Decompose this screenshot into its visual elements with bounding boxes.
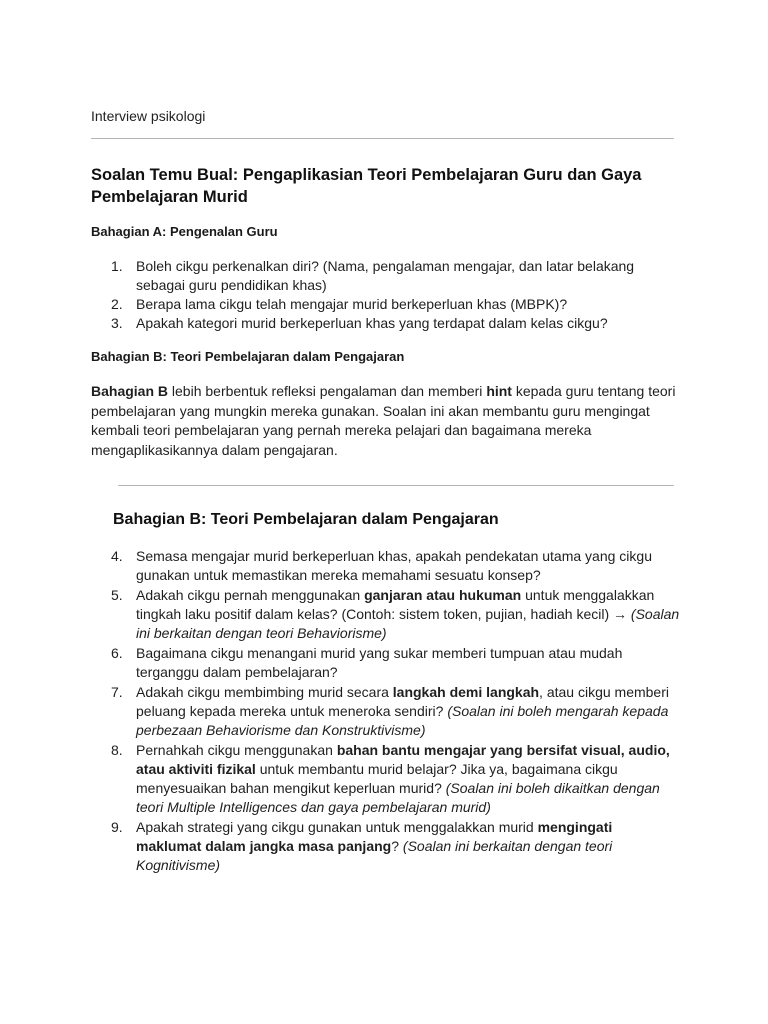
item-text: Boleh cikgu perkenalkan diri? (Nama, pengalaman mengajar, dan latar belakang sebagai guru pendidikan khas)	[136, 258, 635, 293]
item-number: 5.	[111, 587, 123, 603]
section-a-list	[91, 257, 651, 333]
section-b-intro-paragraph	[91, 382, 681, 460]
item-number: 8.	[111, 742, 123, 758]
document-header: Interview psikologi	[91, 108, 206, 124]
bold-text: hint	[486, 383, 512, 399]
list-item	[91, 295, 651, 314]
item-text: Adakah cikgu membimbing murid secara	[136, 684, 393, 700]
item-number: 7.	[111, 684, 123, 700]
italic-note: (Soalan ini boleh dikaitkan dengan teori Multiple Intelligences dan gaya pembelajaran murid)	[136, 780, 660, 815]
list-item	[91, 818, 681, 875]
list-item	[91, 314, 651, 333]
item-number: 4.	[111, 548, 123, 564]
list-item	[91, 257, 651, 295]
list-item	[91, 586, 681, 643]
section-b-list	[91, 547, 681, 876]
section-b-heading: Bahagian B: Teori Pembelajaran dalam Pengajaran	[113, 511, 499, 528]
bold-text: mengingati maklumat dalam jangka masa panjang	[136, 819, 613, 854]
list-item	[91, 741, 681, 817]
item-number: 1.	[111, 258, 123, 274]
paragraph-text: lebih berbentuk refleksi pengalaman dan memberi	[168, 383, 487, 399]
item-text: Bagaimana cikgu menangani murid yang sukar memberi tumpuan atau mudah terganggu dalam pembelajaran?	[136, 645, 623, 680]
bold-text: langkah demi langkah	[392, 684, 540, 700]
item-text: Adakah cikgu pernah menggunakan	[136, 587, 365, 603]
item-number: 9.	[111, 819, 123, 835]
item-text: ?	[391, 838, 403, 854]
section-b-intro-heading: Bahagian B: Teori Pembelajaran dalam Pengajaran	[91, 349, 405, 364]
item-text: Apakah strategi yang cikgu gunakan untuk menggalakkan murid	[136, 819, 538, 835]
item-text: untuk menggalakkan tingkah laku positif dalam kelas? (Contoh: sistem token, pujian, hadiah kecil) →	[136, 587, 655, 622]
item-text: Pernahkah cikgu menggunakan	[136, 742, 337, 758]
item-text: Berapa lama cikgu telah mengajar murid berkeperluan khas (MBPK)?	[136, 296, 568, 312]
item-number: 2.	[111, 296, 123, 312]
bold-text: ganjaran atau hukuman	[364, 587, 522, 603]
list-item	[91, 547, 681, 585]
top-divider	[91, 138, 674, 139]
italic-note: (Soalan ini berkaitan dengan teori Kognitivisme)	[136, 838, 613, 873]
section-a-heading: Bahagian A: Pengenalan Guru	[91, 224, 278, 239]
item-number: 3.	[111, 315, 123, 331]
italic-note: (Soalan ini boleh mengarah kepada perbezaan Behaviorisme dan Konstruktivisme)	[136, 703, 669, 738]
bold-text: bahan bantu mengajar yang bersifat visual, audio, atau aktiviti fizikal	[136, 742, 670, 777]
paragraph-text: kepada guru tentang teori pembelajaran yang mungkin mereka gunakan. Soalan ini akan membantu guru mengingat kembali teori pembelajaran yang pernah mereka pelajari dan bagaimana mereka mengaplikasikannya dalam pengajaran.	[91, 383, 676, 458]
list-item	[91, 683, 681, 740]
item-number: 6.	[111, 645, 123, 661]
item-text: Semasa mengajar murid berkeperluan khas, apakah pendekatan utama yang cikgu gunakan untuk memastikan mereka memahami sesuatu konsep?	[136, 548, 652, 583]
document-title: Soalan Temu Bual: Pengaplikasian Teori Pembelajaran Guru dan Gaya Pembelajaran Murid	[91, 166, 642, 206]
item-text: Apakah kategori murid berkeperluan khas yang terdapat dalam kelas cikgu?	[136, 315, 608, 331]
list-item	[91, 644, 681, 682]
bold-text: Bahagian B	[91, 383, 169, 399]
section-divider	[118, 485, 674, 486]
italic-note: (Soalan ini berkaitan dengan teori Behaviorisme)	[136, 606, 680, 641]
item-text: , atau cikgu memberi peluang kepada mereka untuk meneroka sendiri?	[136, 684, 669, 719]
item-text: untuk membantu murid belajar? Jika ya, bagaimana cikgu menyesuaikan bahan mengikut keperluan murid?	[136, 761, 618, 796]
